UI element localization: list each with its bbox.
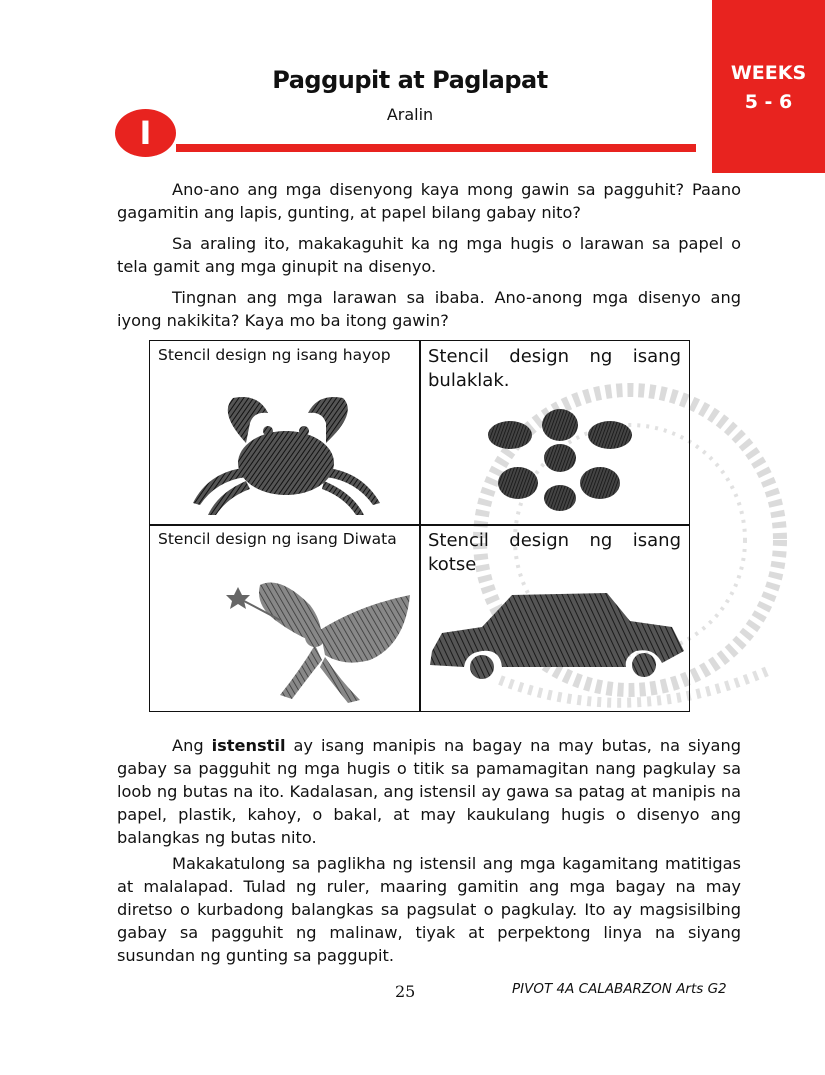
stencil-cell-animal [150,341,419,524]
stencil-cell-flower [420,341,689,524]
page-title: Paggupit at Paglapat [272,66,548,94]
keyword-istenstil: istenstil [211,736,286,755]
car-stencil-icon [422,591,687,681]
stencil-table [149,340,690,712]
paragraph-definition [117,734,741,849]
definition-lead: Ang [172,736,212,755]
page-subtitle: Aralin [386,105,434,124]
fairy-stencil-icon [220,575,419,705]
paragraph-tools: Makakatulong sa paglikha ng istensil ang mga kagamitang matitigas at malalapad. Tulad ng ruler, maaring gamitin ang mga bagay na may diretso o kurbadong balangkas sa pagsulat o pagkulay. Ito ay magsisilbing gabay sa pagguhit ng malinaw, tiyak at perpektong linya na siyang susundan ng gunting sa paggupit. [117,854,741,965]
stencil-cell-car [420,525,689,711]
weeks-range: 5 - 6 [744,91,793,113]
paragraph-intro-2: Sa araling ito, makakaguhit ka ng mga hugis o larawan sa papel o tela gamit ang mga ginupit na disenyo. [117,234,741,276]
stencil-caption: Stencil design ng isang hayop [158,346,391,364]
flower-stencil-icon [480,403,640,513]
stencil-caption: Stencil design ng isang kotse [428,530,681,575]
crab-stencil-icon [188,393,388,518]
lesson-badge: I [115,109,176,157]
weeks-label: WEEKS [730,62,807,84]
footer-source: PIVOT 4A CALABARZON Arts G2 [512,981,727,997]
stencil-caption: Stencil design ng isang Diwata [158,530,397,548]
definition-text: ay isang manipis na bagay na may butas, na siyang gabay sa pagguhit ng mga hugis o titik sa pamamagitan nang pagkulay sa loob ng butas na ito. Kadalasan, ang istensil ay gawa sa patag at manipis na papel, plastik, kahoy, o bakal, at may kaukulang hugis o disenyo ang balangkas ng butas nito. [117,736,741,847]
stencil-caption: Stencil design ng isang bulaklak. [428,346,681,391]
page-number: 25 [395,982,416,1001]
weeks-tab [712,0,825,173]
paragraph-intro-3: Tingnan ang mga larawan sa ibaba. Ano-anong mga disenyo ang iyong nakikita? Kaya mo ba itong gawin? [117,288,741,330]
header-rule [176,144,696,152]
stencil-cell-fairy [150,525,419,711]
paragraph-intro-1: Ano-ano ang mga disenyong kaya mong gawin sa pagguhit? Paano gagamitin ang lapis, gunting, at papel bilang gabay nito? [117,180,741,222]
